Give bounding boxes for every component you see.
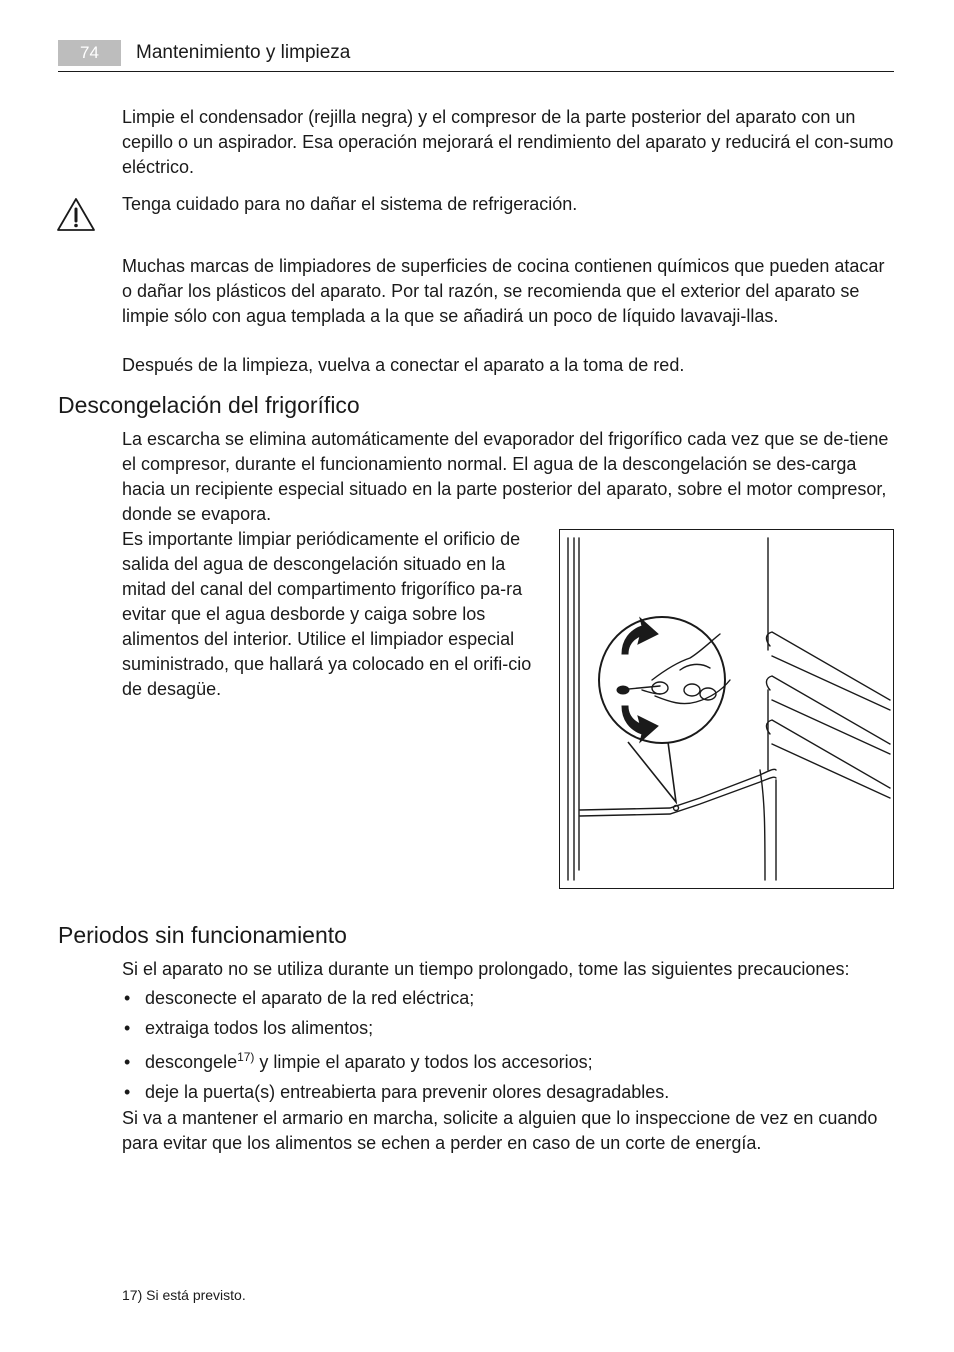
list-item: • extraiga todos los alimentos;	[122, 1016, 894, 1046]
bullet: •	[124, 1082, 131, 1102]
idle-heading: Periodos sin funcionamiento	[58, 922, 347, 948]
idle-intro: Si el aparato no se utiliza durante un tiempo prolongado, tome las siguientes precauciones:	[122, 959, 850, 979]
closing-paragraph: Si va a mantener el armario en marcha, solicite a alguien que lo inspeccione de vez en cuando para evitar que los alimentos se echen a perder en caso de un corte de energía.	[122, 1108, 878, 1153]
page-number: 74	[58, 40, 121, 66]
defrost-paragraph-1: La escarcha se elimina automáticamente del evaporador del frigorífico cada vez que se de-tiene el compresor, durante el funcionamiento normal. El agua de la descongelación se des-carga hacia un recipiente especial situado en la parte posterior del aparato, sobre el motor compresor, donde se evapora.	[122, 429, 889, 524]
cleaning-paragraph: Limpie el condensador (rejilla negra) y el compresor de la parte posterior del aparato con un cepillo o un aspirador. Esa operación mejorará el rendimiento del aparato y reducirá el con-sumo eléctrico.	[122, 107, 894, 177]
defrost-paragraph-2: Es importante limpiar periódicamente el orificio de salida del agua de descongelación situado en la mitad del canal del compartimento frigorífico pa-ra evitar que el agua desborde y caiga sobre los alimentos del interior. Utilice el limpiador especial suministrado, que hallará ya colocado en el orifi-cio de desagüe.	[122, 529, 532, 699]
list-item: • descongele$^{17)}$ y limpie el aparato y todos los accesorios;	[122, 1046, 894, 1080]
warning-text: Tenga cuidado para no dañar el sistema de refrigeración.	[122, 194, 578, 214]
bullet: •	[124, 988, 131, 1008]
chemicals-paragraph: Muchas marcas de limpiadores de superficies de cocina contienen químicos que pueden atacar o dañar los plásticos del aparato. Por tal razón, se recomienda que el exterior del aparato se limpie sólo con agua templada a la que se añadirá un poco de líquido lavavaji-llas.	[122, 256, 885, 326]
bullet: •	[124, 1052, 131, 1072]
footnote: 17) Si está previsto.	[122, 1287, 246, 1303]
reconnect-paragraph: Después de la limpieza, vuelva a conectar el aparato a la toma de red.	[122, 355, 685, 375]
section-title: Mantenimiento y limpieza	[136, 42, 351, 63]
bullet: •	[124, 1018, 131, 1038]
footnote-reference: 17)	[237, 1050, 255, 1064]
list-item: • desconecte el aparato de la red eléctrica;	[122, 986, 894, 1016]
drain-hole-illustration	[559, 529, 894, 889]
list-item: • deje la puerta(s) entreabierta para prevenir olores desagradables.	[122, 1080, 894, 1110]
warning-icon	[56, 197, 96, 233]
page-header	[58, 40, 894, 72]
precautions-list	[122, 986, 894, 1110]
defrost-heading: Descongelación del frigorífico	[58, 392, 360, 418]
